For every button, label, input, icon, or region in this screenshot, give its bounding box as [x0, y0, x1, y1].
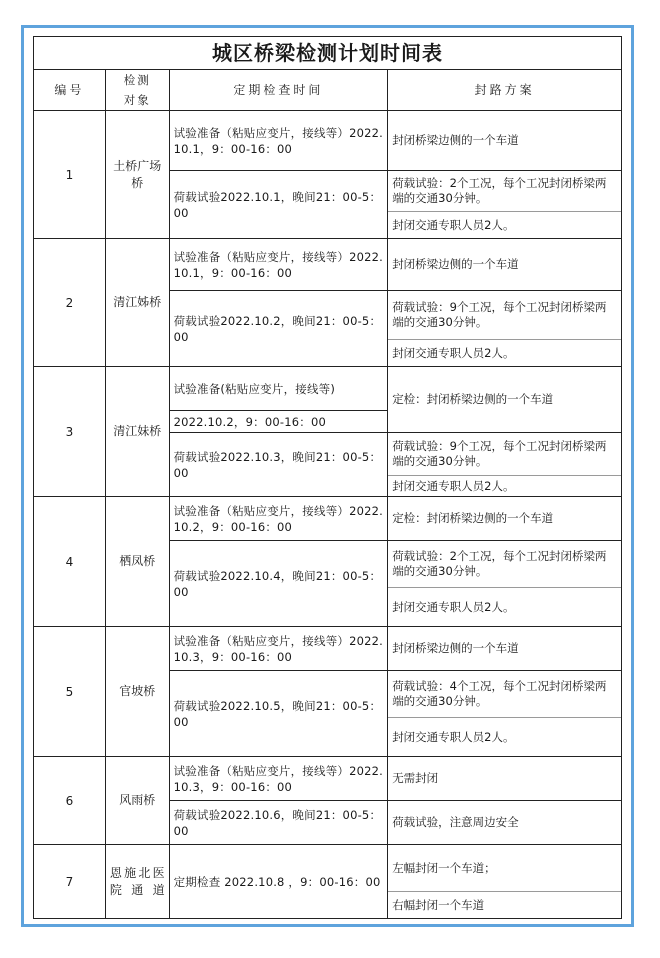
table-frame: [21, 25, 634, 927]
plan-line: 定检：封闭桥梁边侧的一个车道: [392, 392, 554, 406]
plan-line: 无需封闭: [392, 771, 439, 785]
bridge-number: 4: [34, 497, 106, 627]
schedule-cell: 荷载试验2022.10.3，晚间21：00-5：00: [169, 433, 388, 497]
table-row: [34, 239, 622, 291]
plan-line: 封闭桥梁边侧的一个车道: [392, 133, 519, 147]
plan-line: 封闭桥梁边侧的一个车道: [392, 257, 519, 271]
bridge-name: 栖凤桥: [105, 497, 169, 627]
header-object-line1: 检测: [123, 73, 151, 87]
plan-cell: [388, 757, 622, 801]
plan-line: 荷载试验：2个工况，每个工况封闭桥梁两端的交通30分钟。: [392, 549, 607, 578]
schedule-cell: 荷载试验2022.10.2，晚间21：00-5：00: [169, 291, 388, 367]
plan-line: 右幅封闭一个车道: [388, 891, 621, 918]
plan-cell: [388, 433, 622, 497]
plan-line: 封闭交通专职人员2人。: [388, 587, 621, 626]
plan-cell: [388, 171, 622, 239]
plan-line: 封闭交通专职人员2人。: [388, 211, 621, 238]
plan-cell: [388, 801, 622, 845]
plan-cell: [388, 111, 622, 171]
bridge-name: 清江姊桥: [105, 239, 169, 367]
bridge-number: 5: [34, 627, 106, 757]
plan-line: 封闭交通专职人员2人。: [388, 339, 621, 366]
table-row: [34, 757, 622, 801]
bridge-name: 恩施北医院通道: [105, 845, 169, 919]
plan-cell: [388, 671, 622, 757]
bridge-name: 风雨桥: [105, 757, 169, 845]
plan-cell: [388, 291, 622, 367]
plan-cell: [388, 845, 622, 919]
schedule-cell: 试验准备（粘贴应变片，接线等）2022.10.2，9：00-16：00: [169, 497, 388, 541]
plan-line: 荷载试验：9个工况，每个工况封闭桥梁两端的交通30分钟。: [392, 439, 607, 468]
bridge-name: 清江妹桥: [105, 367, 169, 497]
table-row: [34, 111, 622, 171]
plan-line: 封闭交通专职人员2人。: [388, 475, 621, 496]
plan-cell: [388, 627, 622, 671]
schedule-cell: 2022.10.2，9：00-16：00: [169, 411, 388, 433]
schedule-cell: 试验准备（粘贴应变片，接线等）2022.10.3，9：00-16：00: [169, 757, 388, 801]
schedule-cell: 试验准备（粘贴应变片，接线等）2022.10.1，9：00-16：00: [169, 239, 388, 291]
plan-cell: [388, 367, 622, 433]
header-object-line2: 对象: [123, 93, 151, 107]
table-row: [34, 845, 622, 919]
table-row: [34, 367, 622, 411]
schedule-cell: 荷载试验2022.10.4，晚间21：00-5：00: [169, 541, 388, 627]
bridge-number: 6: [34, 757, 106, 845]
header-schedule: 定期检查时间: [169, 70, 388, 111]
bridge-number: 2: [34, 239, 106, 367]
bridge-number: 3: [34, 367, 106, 497]
bridge-number: 7: [34, 845, 106, 919]
plan-line: 左幅封闭一个车道；: [392, 860, 496, 875]
schedule-cell: 试验准备（粘贴应变片，接线等）2022.10.3，9：00-16：00: [169, 627, 388, 671]
table-title: 城区桥梁检测计划时间表: [34, 37, 622, 70]
schedule-cell: 试验准备(粘贴应变片，接线等): [169, 367, 388, 411]
plan-line: 荷载试验，注意周边安全: [392, 815, 519, 829]
bridge-name: 土桥广场桥: [105, 111, 169, 239]
plan-line: 荷载试验：9个工况，每个工况封闭桥梁两端的交通30分钟。: [392, 300, 607, 329]
plan-line: 封闭交通专职人员2人。: [388, 717, 621, 756]
plan-line: 封闭桥梁边侧的一个车道: [392, 641, 519, 655]
schedule-cell: 试验准备（粘贴应变片，接线等）2022.10.1，9：00-16：00: [169, 111, 388, 171]
schedule-cell: 荷载试验2022.10.1，晚间21：00-5：00: [169, 171, 388, 239]
schedule-cell: 定期检查 2022.10.8 ，9：00-16：00: [169, 845, 388, 919]
header-object: [105, 70, 169, 111]
header-closure-plan: 封路方案: [388, 70, 622, 111]
table-row: [34, 497, 622, 541]
plan-line: 荷载试验：4个工况，每个工况封闭桥梁两端的交通30分钟。: [392, 679, 607, 708]
plan-line: 荷载试验：2个工况，每个工况封闭桥梁两端的交通30分钟。: [392, 176, 607, 205]
plan-cell: [388, 239, 622, 291]
schedule-cell: 荷载试验2022.10.6，晚间21：00-5：00: [169, 801, 388, 845]
schedule-cell: 荷载试验2022.10.5，晚间21：00-5：00: [169, 671, 388, 757]
table-row: [34, 627, 622, 671]
plan-line: 定检：封闭桥梁边侧的一个车道: [392, 511, 554, 525]
plan-cell: [388, 541, 622, 627]
bridge-number: 1: [34, 111, 106, 239]
bridge-name: 官坡桥: [105, 627, 169, 757]
header-number: 编号: [34, 70, 106, 111]
schedule-table: [33, 36, 622, 919]
plan-cell: [388, 497, 622, 541]
